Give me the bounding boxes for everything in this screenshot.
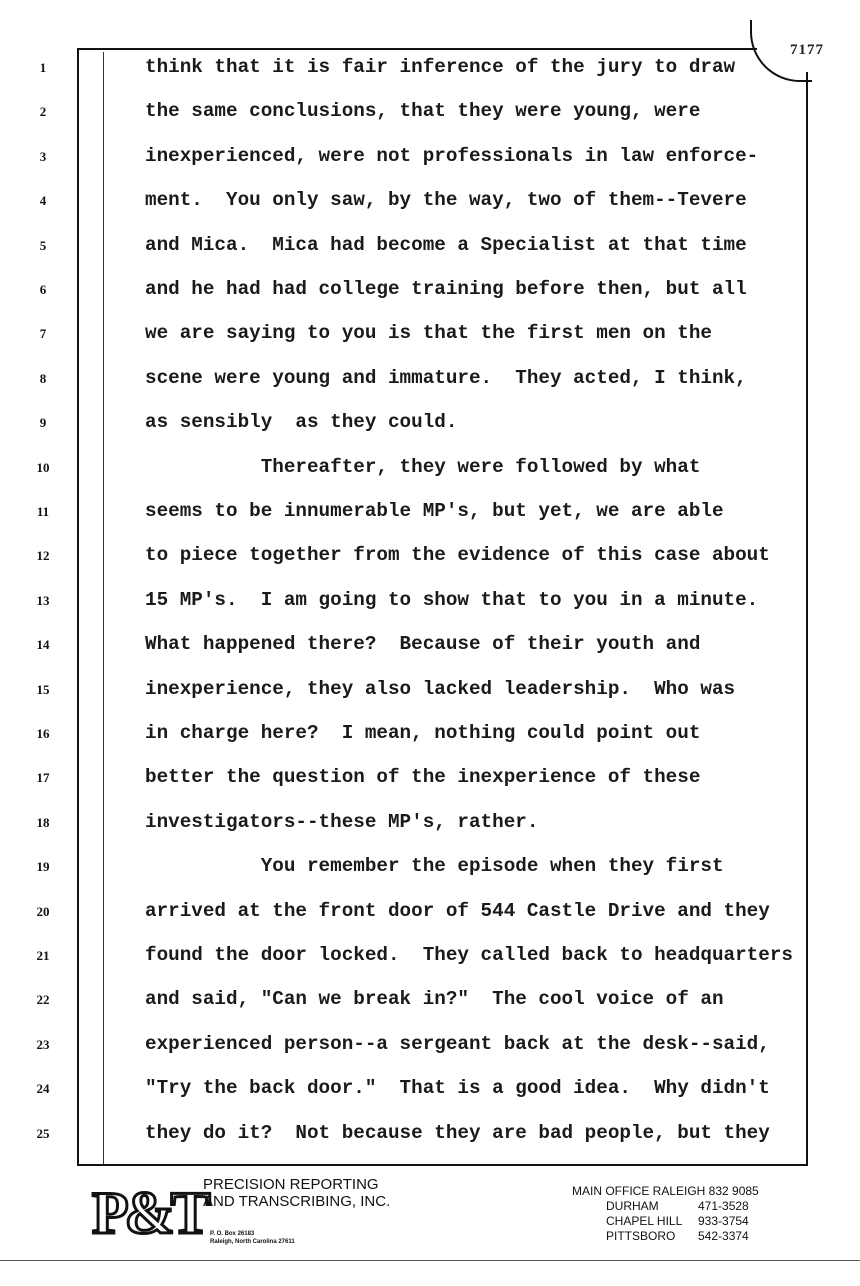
line-text: and said, "Can we break in?" The cool voice of an <box>145 988 724 1011</box>
line-text: experienced person--a sergeant back at the desk--said, <box>145 1032 770 1055</box>
office-phone: 471-3528 <box>698 1199 749 1213</box>
line-text: they do it? Not because they are bad people, but they <box>145 1121 770 1144</box>
line-number: 22 <box>36 992 50 1008</box>
page-border-top <box>77 48 757 50</box>
line-number: 10 <box>36 459 50 475</box>
transcript-line <box>0 722 860 752</box>
line-text: and Mica. Mica had become a Specialist at that time <box>145 233 747 256</box>
transcript-line <box>0 234 860 264</box>
line-number: 11 <box>36 504 50 519</box>
office-name: PITTSBORO <box>606 1229 676 1243</box>
transcript-line <box>0 900 860 930</box>
address-line-1: P. O. Box 26183 <box>210 1231 255 1237</box>
line-number: 6 <box>39 282 47 297</box>
line-number: 5 <box>39 237 47 253</box>
line-text: found the door locked. They called back to headquarters <box>145 944 793 966</box>
transcript-line <box>0 278 860 308</box>
office-row <box>572 1214 759 1229</box>
line-number: 19 <box>36 859 50 875</box>
page-number: 7177 <box>790 42 824 58</box>
line-number: 20 <box>36 903 50 919</box>
office-phone: 542-3374 <box>698 1229 749 1243</box>
transcript-line <box>0 1033 860 1063</box>
line-number: 9 <box>39 415 47 431</box>
line-number: 2 <box>39 104 47 120</box>
address-line-2: Raleigh, North Carolina 27611 <box>210 1239 295 1245</box>
line-number: 3 <box>39 148 47 164</box>
line-text: think that it is fair inference of the jury to draw <box>145 56 736 78</box>
line-number: 21 <box>36 948 50 963</box>
line-text: You remember the episode when they first <box>145 855 724 878</box>
company-name <box>203 1176 390 1210</box>
line-number: 17 <box>36 770 50 786</box>
line-text: better the question of the inexperience of these <box>145 766 701 789</box>
line-text: and he had had college training before then, but all <box>145 278 747 300</box>
line-number: 4 <box>39 193 47 209</box>
line-text: the same conclusions, that they were young, were <box>145 100 701 123</box>
line-text: in charge here? I mean, nothing could point out <box>145 722 701 744</box>
transcript-line <box>0 100 860 130</box>
page-border-bottom <box>77 1164 808 1166</box>
company-line-1: PRECISION REPORTING <box>203 1176 379 1193</box>
transcript-line <box>0 1077 860 1107</box>
transcript-line <box>0 1122 860 1152</box>
line-text: ment. You only saw, by the way, two of them--Tevere <box>145 189 747 212</box>
line-text: scene were young and immature. They acted, I think, <box>145 366 747 389</box>
line-number: 12 <box>36 548 50 564</box>
transcript-line <box>0 456 860 486</box>
main-office: MAIN OFFICE RALEIGH 832 9085 <box>572 1184 759 1198</box>
transcript-line <box>0 944 860 974</box>
line-text: arrived at the front door of 544 Castle Drive and they <box>145 899 770 922</box>
company-logo: P&T <box>92 1180 207 1246</box>
line-text: 15 MP's. I am going to show that to you in a minute. <box>145 588 759 611</box>
office-list <box>572 1184 759 1244</box>
transcript-line <box>0 766 860 796</box>
company-address <box>210 1230 295 1246</box>
transcript-line <box>0 855 860 885</box>
transcript-line <box>0 544 860 574</box>
line-number: 23 <box>36 1036 50 1052</box>
transcript-line <box>0 411 860 441</box>
transcript-line <box>0 189 860 219</box>
line-text: seems to be innumerable MP's, but yet, we are able <box>145 500 724 522</box>
line-text: as sensibly as they could. <box>145 411 458 434</box>
transcript-line <box>0 678 860 708</box>
transcript-line <box>0 367 860 397</box>
line-number: 15 <box>36 681 50 697</box>
footer <box>0 1172 860 1286</box>
line-number: 8 <box>39 370 47 386</box>
line-text: inexperienced, were not professionals in law enforce- <box>145 144 759 167</box>
line-number: 7 <box>39 326 47 342</box>
line-number: 25 <box>36 1125 50 1141</box>
company-line-2: AND TRANSCRIBING, INC. <box>203 1193 391 1210</box>
transcript-line <box>0 589 860 619</box>
line-text: Thereafter, they were followed by what <box>145 455 701 478</box>
line-number: 1 <box>39 60 47 75</box>
transcript-line <box>0 500 860 530</box>
line-number: 16 <box>36 726 50 741</box>
line-number: 13 <box>36 592 50 608</box>
line-text: we are saying to you is that the first men on the <box>145 322 712 345</box>
line-number: 18 <box>36 814 50 830</box>
office-name: DURHAM <box>606 1199 659 1213</box>
office-row <box>572 1199 759 1214</box>
transcript-line <box>0 145 860 175</box>
line-number: 14 <box>36 637 50 653</box>
line-number: 24 <box>36 1081 50 1097</box>
line-text: to piece together from the evidence of this case about <box>145 544 770 567</box>
transcript-line <box>0 322 860 352</box>
line-text: "Try the back door." That is a good idea. Why didn't <box>145 1077 770 1100</box>
transcript-line <box>0 988 860 1018</box>
office-row <box>572 1229 759 1244</box>
office-name: CHAPEL HILL <box>606 1214 683 1228</box>
transcript-line <box>0 56 860 86</box>
transcript-line <box>0 811 860 841</box>
line-text: investigators--these MP's, rather. <box>145 810 539 833</box>
office-phone: 933-3754 <box>698 1214 749 1228</box>
line-text: inexperience, they also lacked leadership. Who was <box>145 677 736 700</box>
transcript-line <box>0 633 860 663</box>
footer-rule <box>0 1260 860 1261</box>
line-text: What happened there? Because of their youth and <box>145 633 701 656</box>
